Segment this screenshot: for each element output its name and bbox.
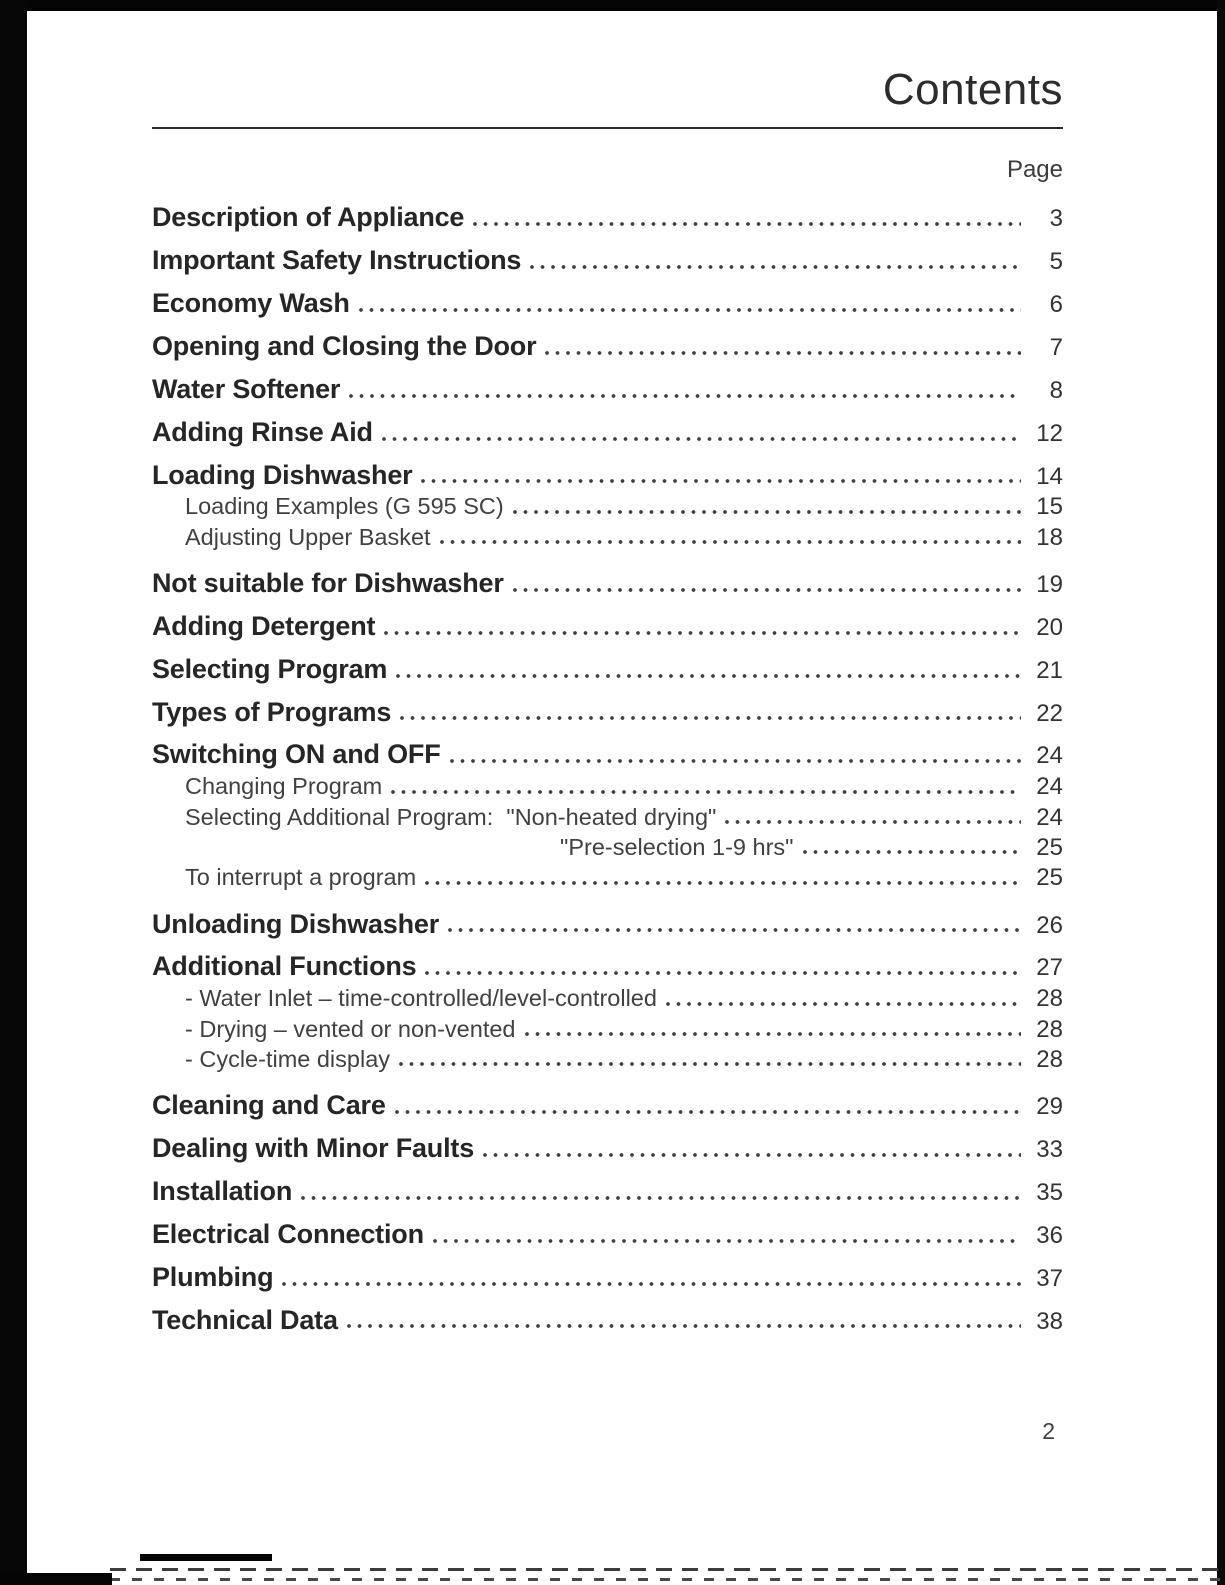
toc-entry-title: Additional Functions <box>152 951 417 982</box>
dot-leader <box>513 510 1021 514</box>
dot-leader <box>382 437 1021 441</box>
dot-leader <box>347 1324 1021 1328</box>
toc-entry-page: 26 <box>1036 911 1063 939</box>
toc-entry-title: Electrical Connection <box>152 1218 424 1249</box>
dot-leader <box>448 928 1021 932</box>
toc-entry-page: 24 <box>1036 803 1063 831</box>
page-title: Contents <box>882 65 1063 114</box>
dot-leader <box>440 540 1021 544</box>
toc-entry-title: Changing Program <box>185 773 383 800</box>
toc-entry-title: Technical Data <box>152 1304 338 1335</box>
dot-leader <box>530 265 1021 269</box>
toc-entry-page: 3 <box>1049 205 1063 233</box>
toc-entry-page: 18 <box>1036 523 1063 551</box>
toc-entry-page: 15 <box>1036 493 1063 521</box>
page-number: 2 <box>1042 1418 1055 1444</box>
dot-leader <box>282 1282 1021 1286</box>
toc-entry-title: Cleaning and Care <box>152 1090 386 1121</box>
toc-row <box>152 697 1063 729</box>
toc-entry-page: 37 <box>1036 1264 1063 1292</box>
scan-artifact-left-bar <box>0 0 27 1585</box>
dot-leader <box>433 1239 1021 1243</box>
toc-entry-title: To interrupt a program <box>185 864 417 891</box>
toc-entry-page: 35 <box>1036 1178 1063 1206</box>
dot-leader <box>450 759 1022 763</box>
dot-leader <box>400 716 1021 720</box>
toc-entry-page: 36 <box>1036 1221 1063 1249</box>
toc-entry-title: Important Safety Instructions <box>152 245 522 276</box>
toc-entry-title: Selecting Program <box>152 653 388 684</box>
toc-row <box>152 739 1063 771</box>
scan-artifact-bottom-dashed-line-1 <box>110 1568 1225 1571</box>
dot-leader <box>525 1032 1022 1036</box>
toc-entry-title: - Cycle-time display <box>185 1045 391 1072</box>
toc-row <box>152 374 1063 406</box>
toc-entry-title: Opening and Closing the Door <box>152 330 537 361</box>
toc-row <box>152 202 1063 234</box>
toc-row <box>152 1262 1063 1294</box>
toc-entry-title: "Pre-selection 1-9 hrs" <box>560 833 794 860</box>
toc-entry-page: 29 <box>1036 1093 1063 1121</box>
toc-entry-page: 38 <box>1036 1307 1063 1335</box>
toc-entry-title: Description of Appliance <box>152 202 465 233</box>
toc-entry-page: 22 <box>1036 699 1063 727</box>
toc-entry-page: 14 <box>1036 462 1063 490</box>
toc-entry-page: 5 <box>1049 248 1063 276</box>
toc-entry-page: 21 <box>1036 656 1063 684</box>
dot-leader <box>399 1062 1021 1066</box>
toc-entry-page: 25 <box>1036 864 1063 892</box>
toc-row <box>152 909 1063 941</box>
scan-artifact-bottom-dashed-line-2 <box>110 1578 1225 1581</box>
toc-entry-title: Economy Wash <box>152 288 350 319</box>
toc-row <box>152 288 1063 320</box>
toc-entry-title: Water Softener <box>152 373 341 404</box>
toc-row <box>152 773 1063 801</box>
toc-entry-title: Not suitable for Dishwasher <box>152 568 504 599</box>
dot-leader <box>359 308 1021 312</box>
toc-entry-page: 25 <box>1036 833 1063 861</box>
page-content <box>152 0 1063 1336</box>
toc-entry-page: 24 <box>1036 773 1063 801</box>
toc-entry-page: 28 <box>1036 985 1063 1013</box>
toc-entry-title: Adding Rinse Aid <box>152 416 373 447</box>
toc-entry-page: 7 <box>1049 333 1063 361</box>
toc-row <box>152 1046 1063 1074</box>
toc-row <box>152 1305 1063 1337</box>
toc-entry-title: Unloading Dishwasher <box>152 908 440 939</box>
toc-row <box>152 1090 1063 1122</box>
dot-leader <box>513 588 1021 592</box>
toc-row <box>152 1016 1063 1044</box>
dot-leader <box>384 631 1021 635</box>
toc-entry-title: Selecting Additional Program: "Non-heated drying" <box>185 803 717 830</box>
toc-entry-title: Loading Dishwasher <box>152 459 413 490</box>
dot-leader <box>421 479 1021 483</box>
toc-row <box>152 568 1063 600</box>
dot-leader <box>349 394 1021 398</box>
page-column-label: Page <box>1006 156 1063 184</box>
toc-entry-page: 28 <box>1036 1045 1063 1073</box>
toc-row <box>152 951 1063 983</box>
toc-entry-page: 20 <box>1036 613 1063 641</box>
dot-leader <box>803 850 1022 854</box>
toc-row <box>152 804 1063 832</box>
toc-entry-page: 19 <box>1036 571 1063 599</box>
toc-row <box>152 1219 1063 1251</box>
toc-row <box>152 985 1063 1013</box>
toc-row <box>152 1133 1063 1165</box>
dot-leader <box>473 222 1021 226</box>
toc-entry-page: 6 <box>1049 291 1063 319</box>
toc-row <box>152 611 1063 643</box>
dot-leader <box>396 674 1021 678</box>
toc-row <box>152 493 1063 521</box>
toc-entry-title: Loading Examples (G 595 SC) <box>185 493 504 520</box>
toc-entry-page: 12 <box>1036 419 1063 447</box>
dot-leader <box>725 820 1021 824</box>
toc-entry-page: 24 <box>1036 742 1063 770</box>
toc-entry-title: Switching ON and OFF <box>152 739 441 770</box>
toc-entry-title: Installation <box>152 1175 293 1206</box>
dot-leader <box>425 881 1021 885</box>
dot-leader <box>425 971 1021 975</box>
toc-row <box>152 654 1063 686</box>
toc-row <box>152 1176 1063 1208</box>
toc-row <box>152 245 1063 277</box>
toc-entry-title: Adding Detergent <box>152 610 376 641</box>
dot-leader <box>395 1110 1021 1114</box>
toc-entry-title: Plumbing <box>152 1261 274 1292</box>
toc-row <box>152 460 1063 492</box>
title-rule <box>152 127 1063 129</box>
scan-artifact-bottom-bar <box>140 1554 272 1561</box>
dot-leader <box>545 351 1021 355</box>
toc-row <box>152 331 1063 363</box>
toc-entry-title: - Water Inlet – time-controlled/level-controlled <box>185 985 657 1012</box>
toc-entry-page: 27 <box>1036 954 1063 982</box>
toc-row <box>152 834 1063 862</box>
dot-leader <box>666 1002 1021 1006</box>
toc-list <box>152 202 1063 1336</box>
scan-artifact-bottom-corner <box>0 1573 112 1585</box>
toc-row <box>152 864 1063 892</box>
dot-leader <box>301 1196 1021 1200</box>
toc-entry-page: 8 <box>1049 376 1063 404</box>
toc-row <box>152 524 1063 552</box>
toc-entry-page: 33 <box>1036 1136 1063 1164</box>
toc-entry-title: Dealing with Minor Faults <box>152 1133 475 1164</box>
toc-entry-title: Adjusting Upper Basket <box>185 523 431 550</box>
scan-artifact-right-bar <box>1217 0 1225 1585</box>
toc-entry-title: Types of Programs <box>152 696 392 727</box>
toc-entry-page: 28 <box>1036 1015 1063 1043</box>
dot-leader <box>483 1153 1021 1157</box>
toc-row <box>152 417 1063 449</box>
dot-leader <box>391 790 1021 794</box>
toc-entry-title: - Drying – vented or non-vented <box>185 1015 516 1042</box>
